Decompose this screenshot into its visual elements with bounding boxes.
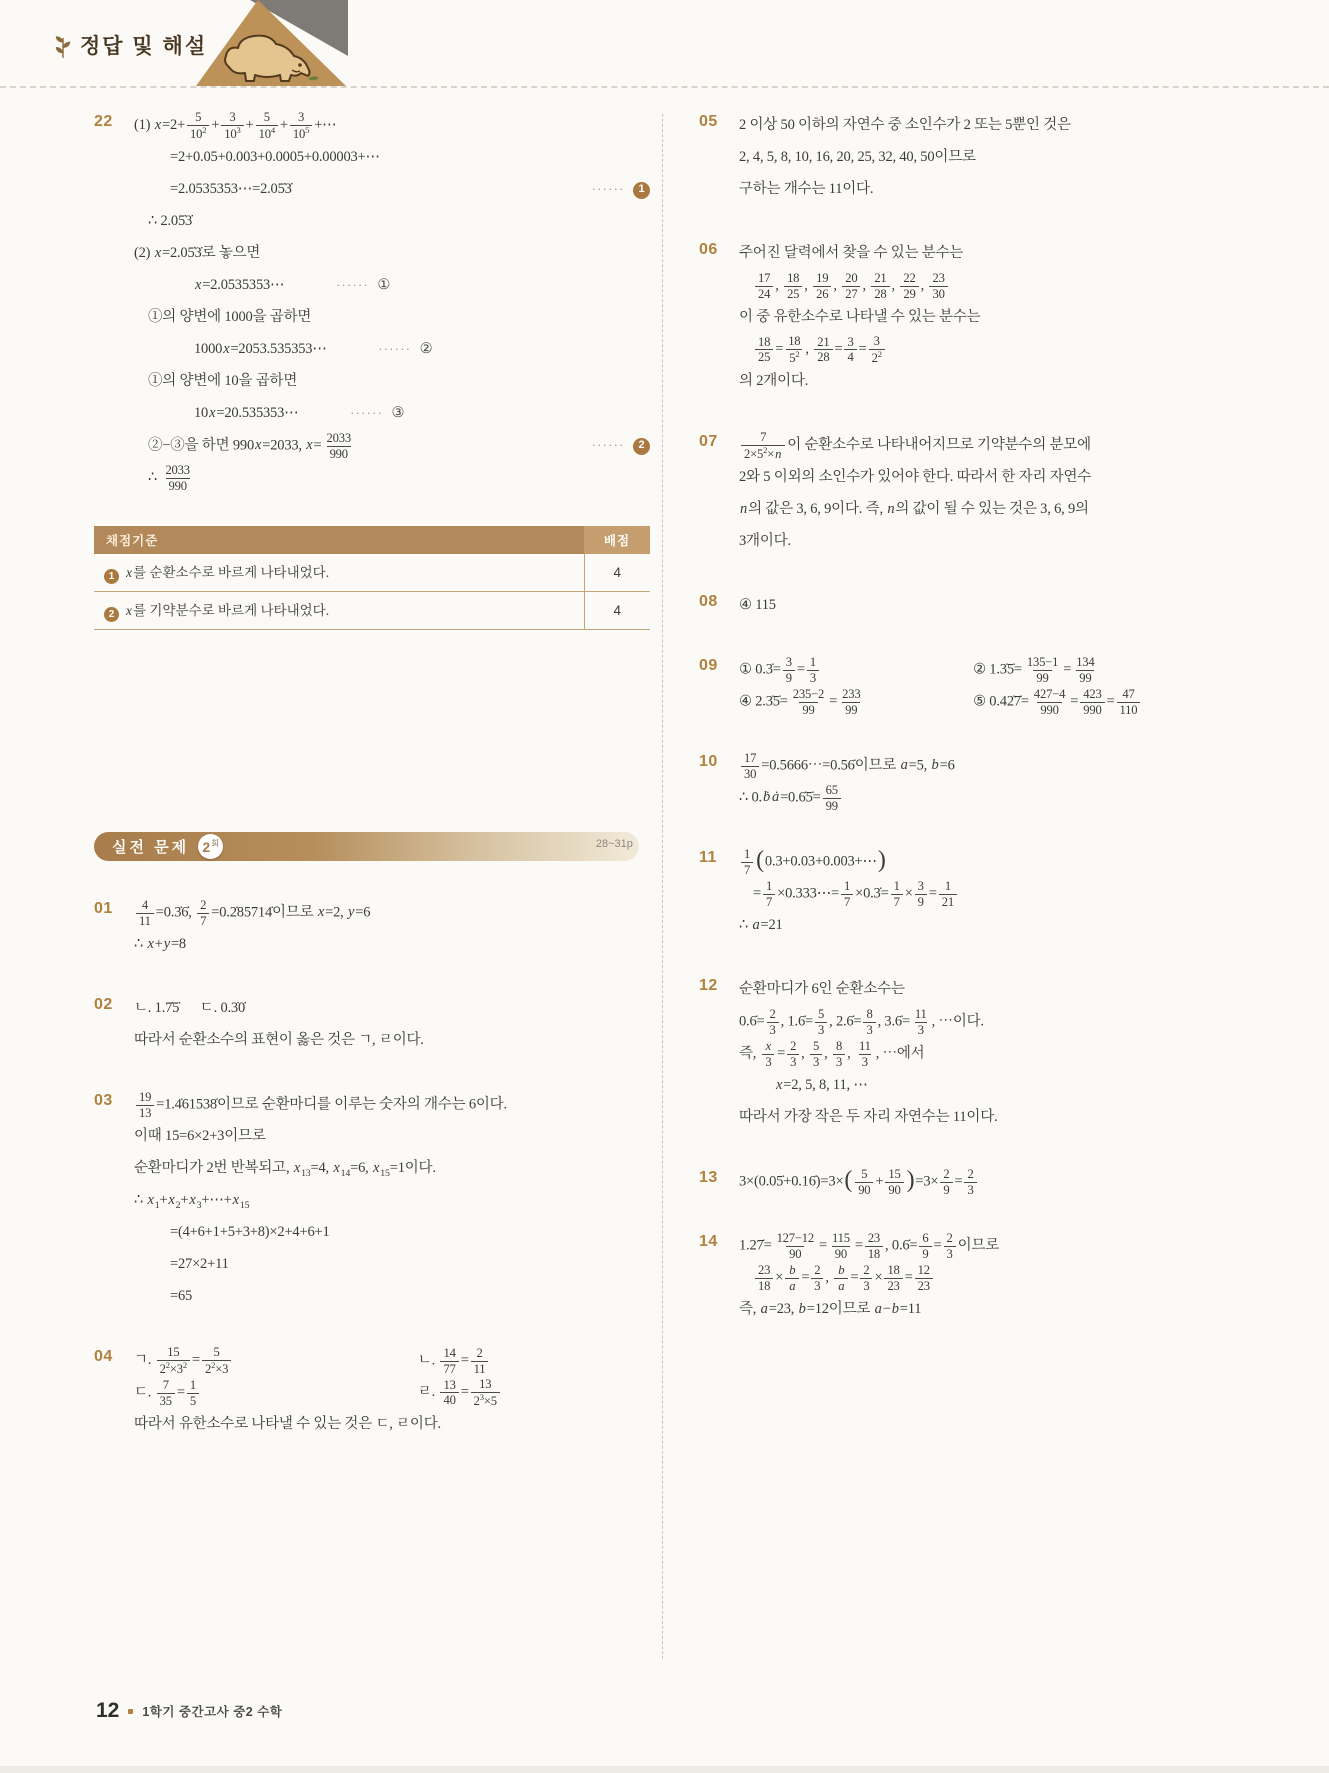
problem-number: 02: [94, 996, 113, 1013]
header-divider-line: [0, 86, 1329, 88]
fraction: $\frac{65}{99}$: [823, 783, 841, 813]
solution-line: [134, 270, 650, 302]
fraction: $\frac{2}{3}$: [767, 1007, 779, 1037]
fraction: $\frac{b}{a}$: [785, 1263, 799, 1293]
fraction: $\frac{23}{18}$: [755, 1263, 773, 1293]
grading-table-body: [94, 554, 650, 630]
solution-line: [134, 1217, 650, 1249]
fraction: $\frac{2}{3}$: [787, 1039, 799, 1069]
section-banner: [94, 832, 639, 861]
grading-criteria-cell: 1 x를 순환소수로 바르게 나타내었다.: [94, 554, 584, 592]
math-text: 즉, $\frac{x}{3}$ = $\frac{2}{3}$ , $\frac{5}{3}$ , $\frac{8}{3}$ , $\frac{11}{3}$ , ⋯에서: [739, 1039, 925, 1069]
fraction: $\frac{127-12}{90}$: [776, 1231, 814, 1261]
problem-body: [134, 993, 650, 1057]
math-text: = $\frac{1}{7}$ ×0.333⋯= $\frac{1}{7}$ ×0.3̇= $\frac{1}{7}$ × $\frac{3}{9}$ = $\frac{1}{21}$: [753, 879, 959, 909]
problem-number: 06: [699, 241, 718, 258]
problems-top-group: [94, 110, 650, 494]
solution-line: [134, 174, 650, 206]
math-text: =(4+6+1+5+3+8)×2+4+6+1: [170, 1224, 330, 1241]
solution-line: [134, 1025, 650, 1057]
fraction: $\frac{1}{7}$: [741, 847, 753, 877]
fraction: $\frac{5}{3}$: [815, 1007, 827, 1037]
fraction: $\frac{4}{11}$: [136, 898, 154, 928]
fraction: $\frac{13}{2^3\times 5}$: [471, 1377, 500, 1408]
solution-line: [134, 238, 650, 270]
left-column: [94, 110, 650, 1659]
solution-line: [739, 526, 1271, 558]
problem-body: [134, 1345, 650, 1441]
fraction: $\frac{18}{5^2}$: [788, 334, 801, 366]
solution-line: [739, 366, 1271, 398]
solution-line: [134, 1345, 650, 1377]
math-text: $\frac{19}{13}$ =1.4̇61538̇이므로 순환마디를 이루는 숫자의 개수는 6이다.: [134, 1090, 507, 1120]
grading-score-cell: 4: [584, 592, 650, 630]
solution-line: [134, 993, 650, 1025]
problem-number: 09: [699, 657, 718, 674]
solution-line: [134, 462, 650, 494]
problem-09: [699, 654, 1271, 718]
footer-text: 1학기 중간고사 중2 수학: [142, 1705, 283, 1719]
score-step-badge: 2: [633, 438, 650, 455]
math-text: ㄱ. $\frac{15}{2^2\times 3^2}$ = $\frac{5}{2^2\times 3}$: [134, 1345, 418, 1376]
problem-body: [739, 110, 1271, 206]
solution-line: [739, 910, 1271, 942]
math-text: ∴ 2.05̇3̇: [148, 213, 193, 230]
grading-row: [94, 554, 650, 592]
fraction: $\frac{21}{28}$: [814, 335, 832, 365]
fraction: $\frac{7}{35}$: [157, 1378, 175, 1408]
solution-line: [739, 142, 1271, 174]
solution-line: [134, 1281, 650, 1313]
problem-13: [699, 1166, 1271, 1198]
math-text: =65: [170, 1288, 193, 1305]
solution-line: [739, 1006, 1271, 1038]
solution-line: [134, 1153, 650, 1185]
math-text: ④ 2.3̇5̇= $\frac{235-2}{99}$ = $\frac{233}{99}$: [739, 687, 973, 717]
solution-line: [739, 590, 1271, 622]
math-text: x=2.0535353⋯: [195, 277, 285, 294]
math-text: $\frac{23}{18}$ × $\frac{b}{a}$ = $\frac{2}{3}$ , $\frac{b}{a}$ = $\frac{2}{3}$ × $\frac{18}{23}$ = $\frac{12}{23}$: [753, 1263, 935, 1293]
step-marker: [379, 338, 433, 361]
solution-line: [739, 302, 1271, 334]
math-text: 10x=20.535353⋯: [194, 405, 299, 422]
math-text: =2.0535353⋯=2.05̇3̇: [170, 181, 292, 198]
math-text: ⑤ 0.42̇7̇= $\frac{427-4}{990}$ = $\frac{423}{990}$ = $\frac{47}{110}$: [973, 687, 1271, 717]
math-text: (2) x=2.05̇3̇로 놓으면: [134, 245, 261, 262]
math-text: =27×2+11: [170, 1256, 229, 1273]
solution-line: [134, 929, 650, 961]
math-text: 따라서 유한소수로 나타낼 수 있는 것은 ㄷ, ㄹ이다.: [134, 1416, 441, 1433]
math-text: ②−③을 하면 990x=2033, x= $\frac{2033}{990}$: [148, 431, 356, 461]
fraction: $\frac{1}{5}$: [187, 1378, 199, 1408]
problem-02: [94, 993, 650, 1057]
math-text: $\frac{1}{7}$ (0.3+0.03+0.003+⋯): [739, 847, 887, 877]
solution-line: [134, 1409, 650, 1441]
problem-04: [94, 1345, 650, 1441]
problem-body: [739, 974, 1271, 1134]
solution-line: [134, 1121, 650, 1153]
solution-line: [739, 1262, 1271, 1294]
fraction: $\frac{6}{9}$: [919, 1231, 931, 1261]
equation-number: ②: [419, 341, 433, 358]
page-header: [0, 0, 1329, 90]
problem-body: [739, 590, 1271, 622]
fraction: $\frac{3}{9}$: [915, 879, 927, 909]
leader-dots: ······: [592, 439, 625, 453]
right-column: [673, 110, 1271, 1659]
problem-number: 05: [699, 113, 718, 130]
fraction: $\frac{18}{25}$: [755, 335, 773, 365]
page-number: 12: [96, 1699, 120, 1722]
math-text: 이때 15=6×2+3이므로: [134, 1128, 266, 1145]
grading-table: [94, 526, 650, 630]
math-text: ① 0.3̇= $\frac{3}{9}$ = $\frac{1}{3}$: [739, 655, 973, 685]
solution-line: [739, 1038, 1271, 1070]
fraction: $\frac{x}{3}$: [762, 1039, 775, 1069]
step-badge-marker: [572, 437, 650, 455]
solution-line: [134, 1089, 650, 1121]
fraction: $\frac{13}{40}$: [440, 1378, 458, 1408]
solution-line: [739, 654, 1271, 686]
fraction: $\frac{1}{3}$: [807, 655, 819, 685]
solution-line: [134, 398, 650, 430]
fraction: $\frac{8}{3}$: [863, 1007, 875, 1037]
solution-line: [739, 686, 1271, 718]
math-text: 따라서 순환소수의 표현이 옳은 것은 ㄱ, ㄹ이다.: [134, 1032, 424, 1049]
step-marker: [350, 402, 404, 425]
fraction: $\frac{423}{990}$: [1080, 687, 1104, 717]
leader-dots: ······: [592, 183, 625, 197]
solution-line: [739, 1166, 1271, 1198]
fraction: $\frac{23}{18}$: [865, 1231, 883, 1261]
fraction: $\frac{20}{27}$: [842, 271, 860, 301]
problem-07: [699, 430, 1271, 558]
equation-number: ①: [377, 277, 391, 294]
math-text: ④ 115: [739, 597, 776, 614]
solution-line: [739, 174, 1271, 206]
fraction: $\frac{15}{2^2\times 3^2}$: [157, 1345, 190, 1376]
problem-body: [739, 846, 1271, 942]
solution-line: [739, 782, 1271, 814]
problem-22: [94, 110, 650, 494]
math-text: 2, 4, 5, 8, 10, 16, 20, 25, 32, 40, 50이므로: [739, 149, 976, 166]
solution-line: [739, 846, 1271, 878]
fraction: $\frac{23}{30}$: [929, 271, 947, 301]
score-step-badge: 1: [633, 182, 650, 199]
fraction: $\frac{2}{3}$: [811, 1263, 823, 1293]
problem-number: 07: [699, 433, 718, 450]
math-text: =2+0.05+0.003+0.0005+0.00003+⋯: [170, 149, 380, 166]
step-badge-marker: [572, 181, 650, 199]
fraction: $\frac{135-1}{99}$: [1026, 655, 1059, 685]
solution-line: [739, 494, 1271, 526]
criteria-step-badge: 1: [104, 569, 119, 584]
column-divider: [662, 114, 663, 1659]
math-text: $\frac{18}{25}$ = $\frac{18}{5^2}$ , $\frac{21}{28}$ = $\frac{3}{4}$ = $\frac{3}{2^2}$: [753, 334, 887, 365]
problem-body: [739, 750, 1271, 814]
fraction: $\frac{11}{3}$: [858, 1039, 871, 1069]
solution-line: [739, 750, 1271, 782]
solution-line: [739, 1230, 1271, 1262]
grading-row: [94, 592, 650, 630]
fraction: $\frac{2}{9}$: [940, 1167, 952, 1197]
math-text: ①의 양변에 10을 곱하면: [148, 373, 298, 390]
math-text: ㄹ. $\frac{13}{40}$ = $\frac{13}{2^3\times 5}$: [418, 1377, 650, 1408]
math-text: 0.6̇= $\frac{2}{3}$ , 1.6̇= $\frac{5}{3}$ , 2.6̇= $\frac{8}{3}$ , 3.6̇= $\frac{11}{3}$ , ⋯이다.: [739, 1007, 984, 1037]
math-text: 2 이상 50 이하의 자연수 중 소인수가 2 또는 5뿐인 것은: [739, 117, 1071, 134]
math-text: ② 1.3̇5̇= $\frac{135-1}{99}$ = $\frac{134}{99}$: [973, 655, 1271, 685]
problem-01: [94, 897, 650, 961]
fraction: $\frac{b}{a}$: [834, 1263, 848, 1293]
fraction: $\frac{21}{28}$: [871, 271, 889, 301]
fraction: $\frac{18}{23}$: [884, 1263, 902, 1293]
solution-line: [739, 430, 1271, 462]
grading-table-head: [94, 526, 650, 554]
fraction: $\frac{11}{3}$: [914, 1007, 927, 1037]
math-text: $\frac{17}{30}$ =0.5666⋯=0.56̇이므로 a=5, b=6: [739, 751, 955, 781]
math-text: ㄷ. $\frac{7}{35}$ = $\frac{1}{5}$: [134, 1378, 418, 1408]
fraction: $\frac{115}{90}$: [831, 1231, 850, 1261]
problem-14: [699, 1230, 1271, 1326]
problem-body: [739, 430, 1271, 558]
problem-number: 08: [699, 593, 718, 610]
fraction: $\frac{8}{3}$: [833, 1039, 845, 1069]
math-text: 의 2개이다.: [739, 373, 809, 390]
content-area: [0, 90, 1329, 1659]
math-text: 주어진 달력에서 찾을 수 있는 분수는: [739, 245, 964, 262]
fraction: $\frac{134}{99}$: [1076, 655, 1095, 685]
fraction: $\frac{1}{7}$: [841, 879, 853, 909]
fraction: $\frac{1}{7}$: [763, 879, 775, 909]
math-text: 즉, a=23, b=12이므로 a−b=11: [739, 1301, 922, 1318]
solution-line: [134, 142, 650, 174]
solution-line: [739, 878, 1271, 910]
problem-11: [699, 846, 1271, 942]
math-text: 3개이다.: [739, 533, 791, 550]
math-text: 순환마디가 2번 반복되고, $x_{13}=4$, $x_{14}=6$, $x_{15}=1$이다.: [134, 1159, 436, 1179]
problem-12: [699, 974, 1271, 1134]
math-text: ∴ 0.ḃ ȧ=0.6̇5̇= $\frac{65}{99}$: [739, 783, 843, 813]
solution-line: [134, 1249, 650, 1281]
solution-line: [739, 974, 1271, 1006]
solution-line: [739, 334, 1271, 366]
fraction: $\frac{17}{30}$: [741, 751, 759, 781]
fraction: $\frac{233}{99}$: [842, 687, 861, 717]
math-text: n의 값은 3, 6, 9이다. 즉, n의 값이 될 수 있는 것은 3, 6, 9의: [740, 501, 1089, 518]
fraction: $\frac{2033}{990}$: [326, 431, 351, 461]
leader-dots: ······: [336, 279, 370, 293]
fraction: $\frac{1}{7}$: [891, 879, 903, 909]
leaf-icon: [54, 34, 72, 60]
fraction: $\frac{2033}{990}$: [165, 463, 190, 493]
header-deco-graphic: [196, 0, 348, 86]
problem-number: 10: [699, 753, 718, 770]
problem-number: 03: [94, 1092, 113, 1109]
step-marker: [336, 274, 390, 297]
problem-body: [134, 110, 650, 494]
equation-number: ③: [391, 405, 405, 422]
fraction: $\frac{3}{10^5}$: [290, 110, 312, 141]
fraction: $\frac{18}{25}$: [784, 271, 802, 301]
solution-line: [134, 1185, 650, 1217]
math-text: $\frac{4}{11}$ =0.3̇6̇, $\frac{2}{7}$ =0.2̇85714̇이므로 x=2, y=6: [134, 898, 370, 928]
problem-body: [739, 238, 1271, 398]
problem-number: 22: [94, 113, 113, 130]
problem-number: 11: [699, 849, 717, 866]
problem-number: 01: [94, 900, 113, 917]
fraction: $\frac{2}{3}$: [944, 1231, 956, 1261]
section-title: 실전 문제: [112, 839, 190, 856]
criteria-step-badge: 2: [104, 607, 119, 622]
math-text: 이 중 유한소수로 나타낼 수 있는 분수는: [739, 309, 981, 326]
math-text: 2와 5 이외의 소인수가 있어야 한다. 따라서 한 자리 자연수: [739, 469, 1092, 486]
fraction: $\frac{2}{3}$: [860, 1263, 872, 1293]
fraction: $\frac{3}{2^2}$: [869, 334, 885, 365]
math-text: 따라서 가장 작은 두 자리 자연수는 11이다.: [739, 1109, 998, 1126]
math-text: ∴ $\frac{2033}{990}$: [148, 463, 195, 493]
problem-body: [739, 1230, 1271, 1326]
fraction: $\frac{5}{90}$: [855, 1167, 873, 1197]
solution-line: [134, 206, 650, 238]
solution-line: [134, 110, 650, 142]
solution-line: [739, 1102, 1271, 1134]
leader-dots: ······: [350, 407, 384, 421]
grading-criteria-cell: 2 x를 기약분수로 바르게 나타내었다.: [94, 592, 584, 630]
fraction: $\frac{3}{10^3}$: [221, 110, 243, 141]
fraction: $\frac{5}{2^2\times 3}$: [202, 1345, 231, 1376]
problem-10: [699, 750, 1271, 814]
solution-line: [134, 897, 650, 929]
math-text: 1000x=2053.535353⋯: [194, 341, 327, 358]
fraction: $\frac{19}{13}$: [136, 1090, 154, 1120]
round-suffix: 회: [211, 839, 219, 848]
problem-03: [94, 1089, 650, 1313]
fraction: $\frac{2}{3}$: [964, 1167, 976, 1197]
grading-header-score: 배점: [584, 526, 650, 554]
math-text: ∴ a=21: [739, 917, 783, 934]
solution-line: [134, 366, 650, 398]
problem-number: 04: [94, 1348, 113, 1365]
problem-body: [739, 1166, 1271, 1198]
problem-05: [699, 110, 1271, 206]
math-text: ∴ x+y=8: [134, 936, 186, 953]
math-text: 3×(0.05̇+0.16̇)=3×( $\frac{5}{90}$ + $\frac{15}{90}$ )=3× $\frac{2}{9}$ = $\frac{2}{3}$: [739, 1167, 979, 1197]
page-title: 정답 및 해설: [80, 35, 208, 58]
math-text: ①의 양변에 1000을 곱하면: [148, 309, 312, 326]
math-text: (1) x=2+ $\frac{5}{10^2}$ + $\frac{3}{10^3}$ + $\frac{5}{10^4}$ + $\frac{3}{10^5}$ +⋯: [134, 110, 337, 142]
problem-number: 13: [699, 1169, 718, 1186]
solution-line: [134, 334, 650, 366]
math-text: 구하는 개수는 11이다.: [739, 181, 874, 198]
grading-header-criteria: 채점기준: [94, 526, 584, 554]
problem-body: [134, 897, 650, 961]
fraction: $\frac{3}{4}$: [844, 335, 856, 365]
problem-06: [699, 238, 1271, 398]
fraction: $\frac{7}{2\times 5^2\times n}$: [741, 430, 785, 461]
math-text: ㄴ. $\frac{14}{77}$ = $\frac{2}{11}$: [418, 1346, 650, 1376]
fraction: $\frac{47}{110}$: [1117, 687, 1141, 717]
fraction: $\frac{17}{24}$: [755, 271, 773, 301]
math-text: 1.27̇= $\frac{127-12}{90}$ = $\frac{115}{90}$ = $\frac{23}{18}$ , 0.6̇= $\frac{6}{9}$ = $\frac{2}{3}$ 이므로: [739, 1231, 1000, 1261]
problem-08: [699, 590, 1271, 622]
solution-line: [134, 302, 650, 334]
math-text: ㄴ. 1.7̇5̇ ㄷ. 0.3̇0̇: [134, 1000, 246, 1017]
fraction: $\frac{5}{10^4}$: [256, 110, 278, 141]
fraction: $\frac{12}{23}$: [915, 1263, 933, 1293]
footer-bullet: [128, 1709, 133, 1714]
fraction: $\frac{1}{21}$: [939, 879, 957, 909]
fraction: $\frac{427-4}{990}$: [1033, 687, 1066, 717]
solution-line: [739, 270, 1271, 302]
fraction: $\frac{15}{90}$: [885, 1167, 903, 1197]
header-title-group: [54, 30, 207, 60]
fraction: $\frac{235-2}{99}$: [792, 687, 825, 717]
solution-line: [134, 1377, 650, 1409]
problem-number: 12: [699, 977, 718, 994]
solution-line: [134, 430, 650, 462]
math-text: x=2, 5, 8, 11, ⋯: [776, 1077, 868, 1094]
solution-line: [739, 1294, 1271, 1326]
fraction: $\frac{2}{7}$: [197, 898, 209, 928]
math-text: $\frac{7}{2\times 5^2\times n}$ 이 순환소수로 나타내어지므로 기약분수의 분모에: [739, 430, 1091, 461]
fraction: $\frac{14}{77}$: [440, 1346, 458, 1376]
solution-line: [739, 1070, 1271, 1102]
solution-line: [739, 110, 1271, 142]
fraction: $\frac{2}{11}$: [471, 1346, 489, 1376]
round-number: 2: [202, 838, 211, 855]
header-decoration: [196, 0, 348, 86]
leader-dots: ······: [378, 343, 412, 357]
problem-body: [134, 1089, 650, 1313]
fraction: $\frac{3}{9}$: [783, 655, 795, 685]
page-bottom-edge: [0, 1766, 1329, 1773]
page-footer: [96, 1699, 282, 1723]
page-range: 28~31p: [595, 838, 633, 850]
fraction: $\frac{5}{10^2}$: [187, 110, 209, 141]
math-text: $\frac{17}{24}$ , $\frac{18}{25}$ , $\frac{19}{26}$ , $\frac{20}{27}$ , $\frac{21}{28}$ , $\frac{22}{29}$ , $\frac{23}{30}$: [753, 271, 950, 301]
solution-line: [739, 462, 1271, 494]
problems-bottom-group: [94, 897, 650, 1441]
problem-number: 14: [699, 1233, 718, 1250]
problem-body: [739, 654, 1271, 718]
grading-score-cell: 4: [584, 554, 650, 592]
round-badge: [198, 834, 223, 859]
fraction: $\frac{22}{29}$: [900, 271, 918, 301]
fraction: $\frac{19}{26}$: [813, 271, 831, 301]
math-text: ∴ $x_1+x_2+x_3+\cdots+x_{15}$: [134, 1191, 250, 1211]
fraction: $\frac{5}{3}$: [810, 1039, 822, 1069]
math-text: 순환마디가 6인 순환소수는: [739, 981, 905, 998]
solution-line: [739, 238, 1271, 270]
